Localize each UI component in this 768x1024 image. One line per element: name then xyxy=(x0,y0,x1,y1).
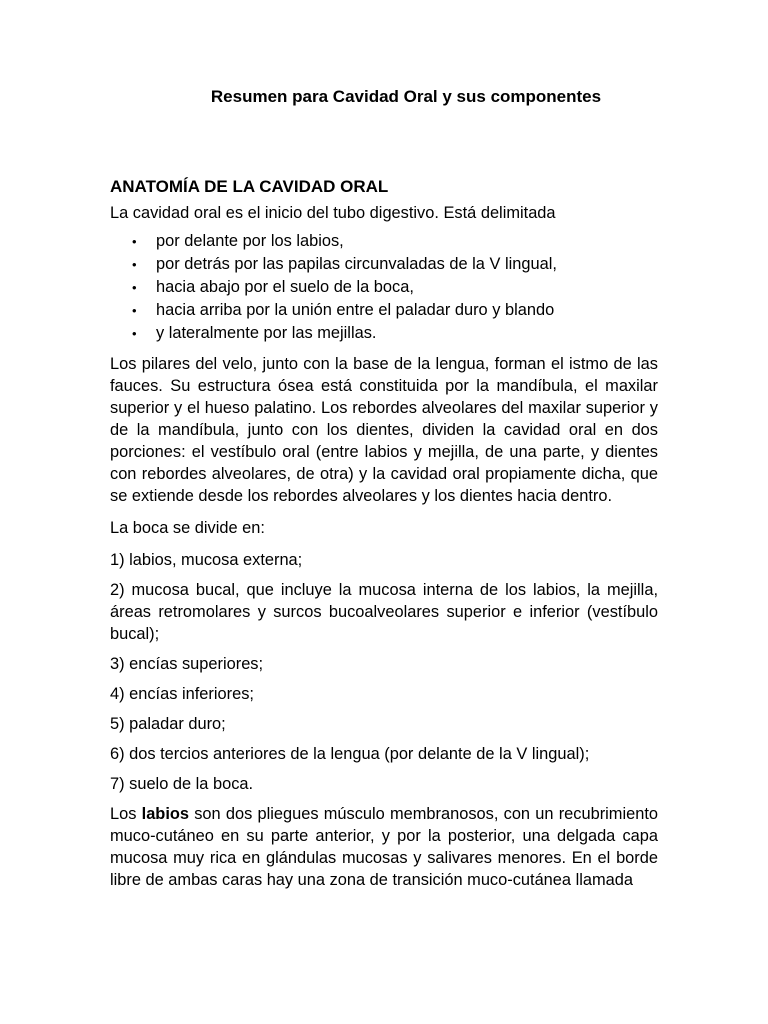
boca-part-item: 2) mucosa bucal, que incluye la mucosa interna de los labios, la mejilla, áreas retromolares y surcos bucoalveolares superior e inferior (vestíbulo bucal); xyxy=(110,581,658,643)
list-item: • hacia arriba por la unión entre el paladar duro y blando xyxy=(110,299,658,322)
document-title: Resumen para Cavidad Oral y sus componentes xyxy=(210,87,602,106)
bullet-icon: • xyxy=(132,234,137,249)
pilares-paragraph: Los pilares del velo, junto con la base de la lengua, forman el istmo de las fauces. Su estructura ósea está constituida por la mandíbula, el maxilar superior y el hueso palatino. Los rebordes alveolares del maxilar superior y de la mandíbula, junto con los dientes, dividen la cavidad oral en dos porciones: el vestíbulo oral (entre labios y mejilla, de una parte, y dientes con rebordes alveolares, de otra) y la cavidad oral propiamente dicha, que se extiende desde los rebordes alveolares y los dientes hacia dentro. xyxy=(110,355,658,505)
list-item: • por detrás por las papilas circunvaladas de la V lingual, xyxy=(110,253,658,276)
labios-paragraph: Los labios son dos pliegues músculo membranosos, con un recubrimiento muco-cutáneo en su parte anterior, y por la posterior, una delgada capa mucosa muy rica en glándulas mucosas y salivares menores. En el borde libre de ambas caras hay una zona de transición muco-cutánea llamada xyxy=(110,805,658,889)
boca-part-item: 3) encías superiores; xyxy=(110,655,264,673)
list-item: • por delante por los labios, xyxy=(110,230,658,253)
section-heading: ANATOMÍA DE LA CAVIDAD ORAL xyxy=(110,177,389,196)
list-item: • y lateralmente por las mejillas. xyxy=(110,322,658,345)
labios-term: labios xyxy=(141,805,190,823)
boca-part-item: 4) encías inferiores; xyxy=(110,685,254,703)
bullet-icon: • xyxy=(132,326,137,341)
boca-part-item: 7) suelo de la boca. xyxy=(110,775,254,793)
boundary-list xyxy=(110,230,658,345)
bullet-icon: • xyxy=(132,257,137,272)
document-body xyxy=(110,176,658,901)
boca-part-item: 5) paladar duro; xyxy=(110,715,226,733)
boca-intro: La boca se divide en: xyxy=(110,519,265,537)
boca-part-item: 1) labios, mucosa externa; xyxy=(110,551,303,569)
bullet-icon: • xyxy=(132,280,137,295)
list-item: • hacia abajo por el suelo de la boca, xyxy=(110,276,658,299)
intro-paragraph: La cavidad oral es el inicio del tubo digestivo. Está delimitada xyxy=(110,204,556,222)
boca-part-item: 6) dos tercios anteriores de la lengua (por delante de la V lingual); xyxy=(110,745,590,763)
bullet-icon: • xyxy=(132,303,137,318)
